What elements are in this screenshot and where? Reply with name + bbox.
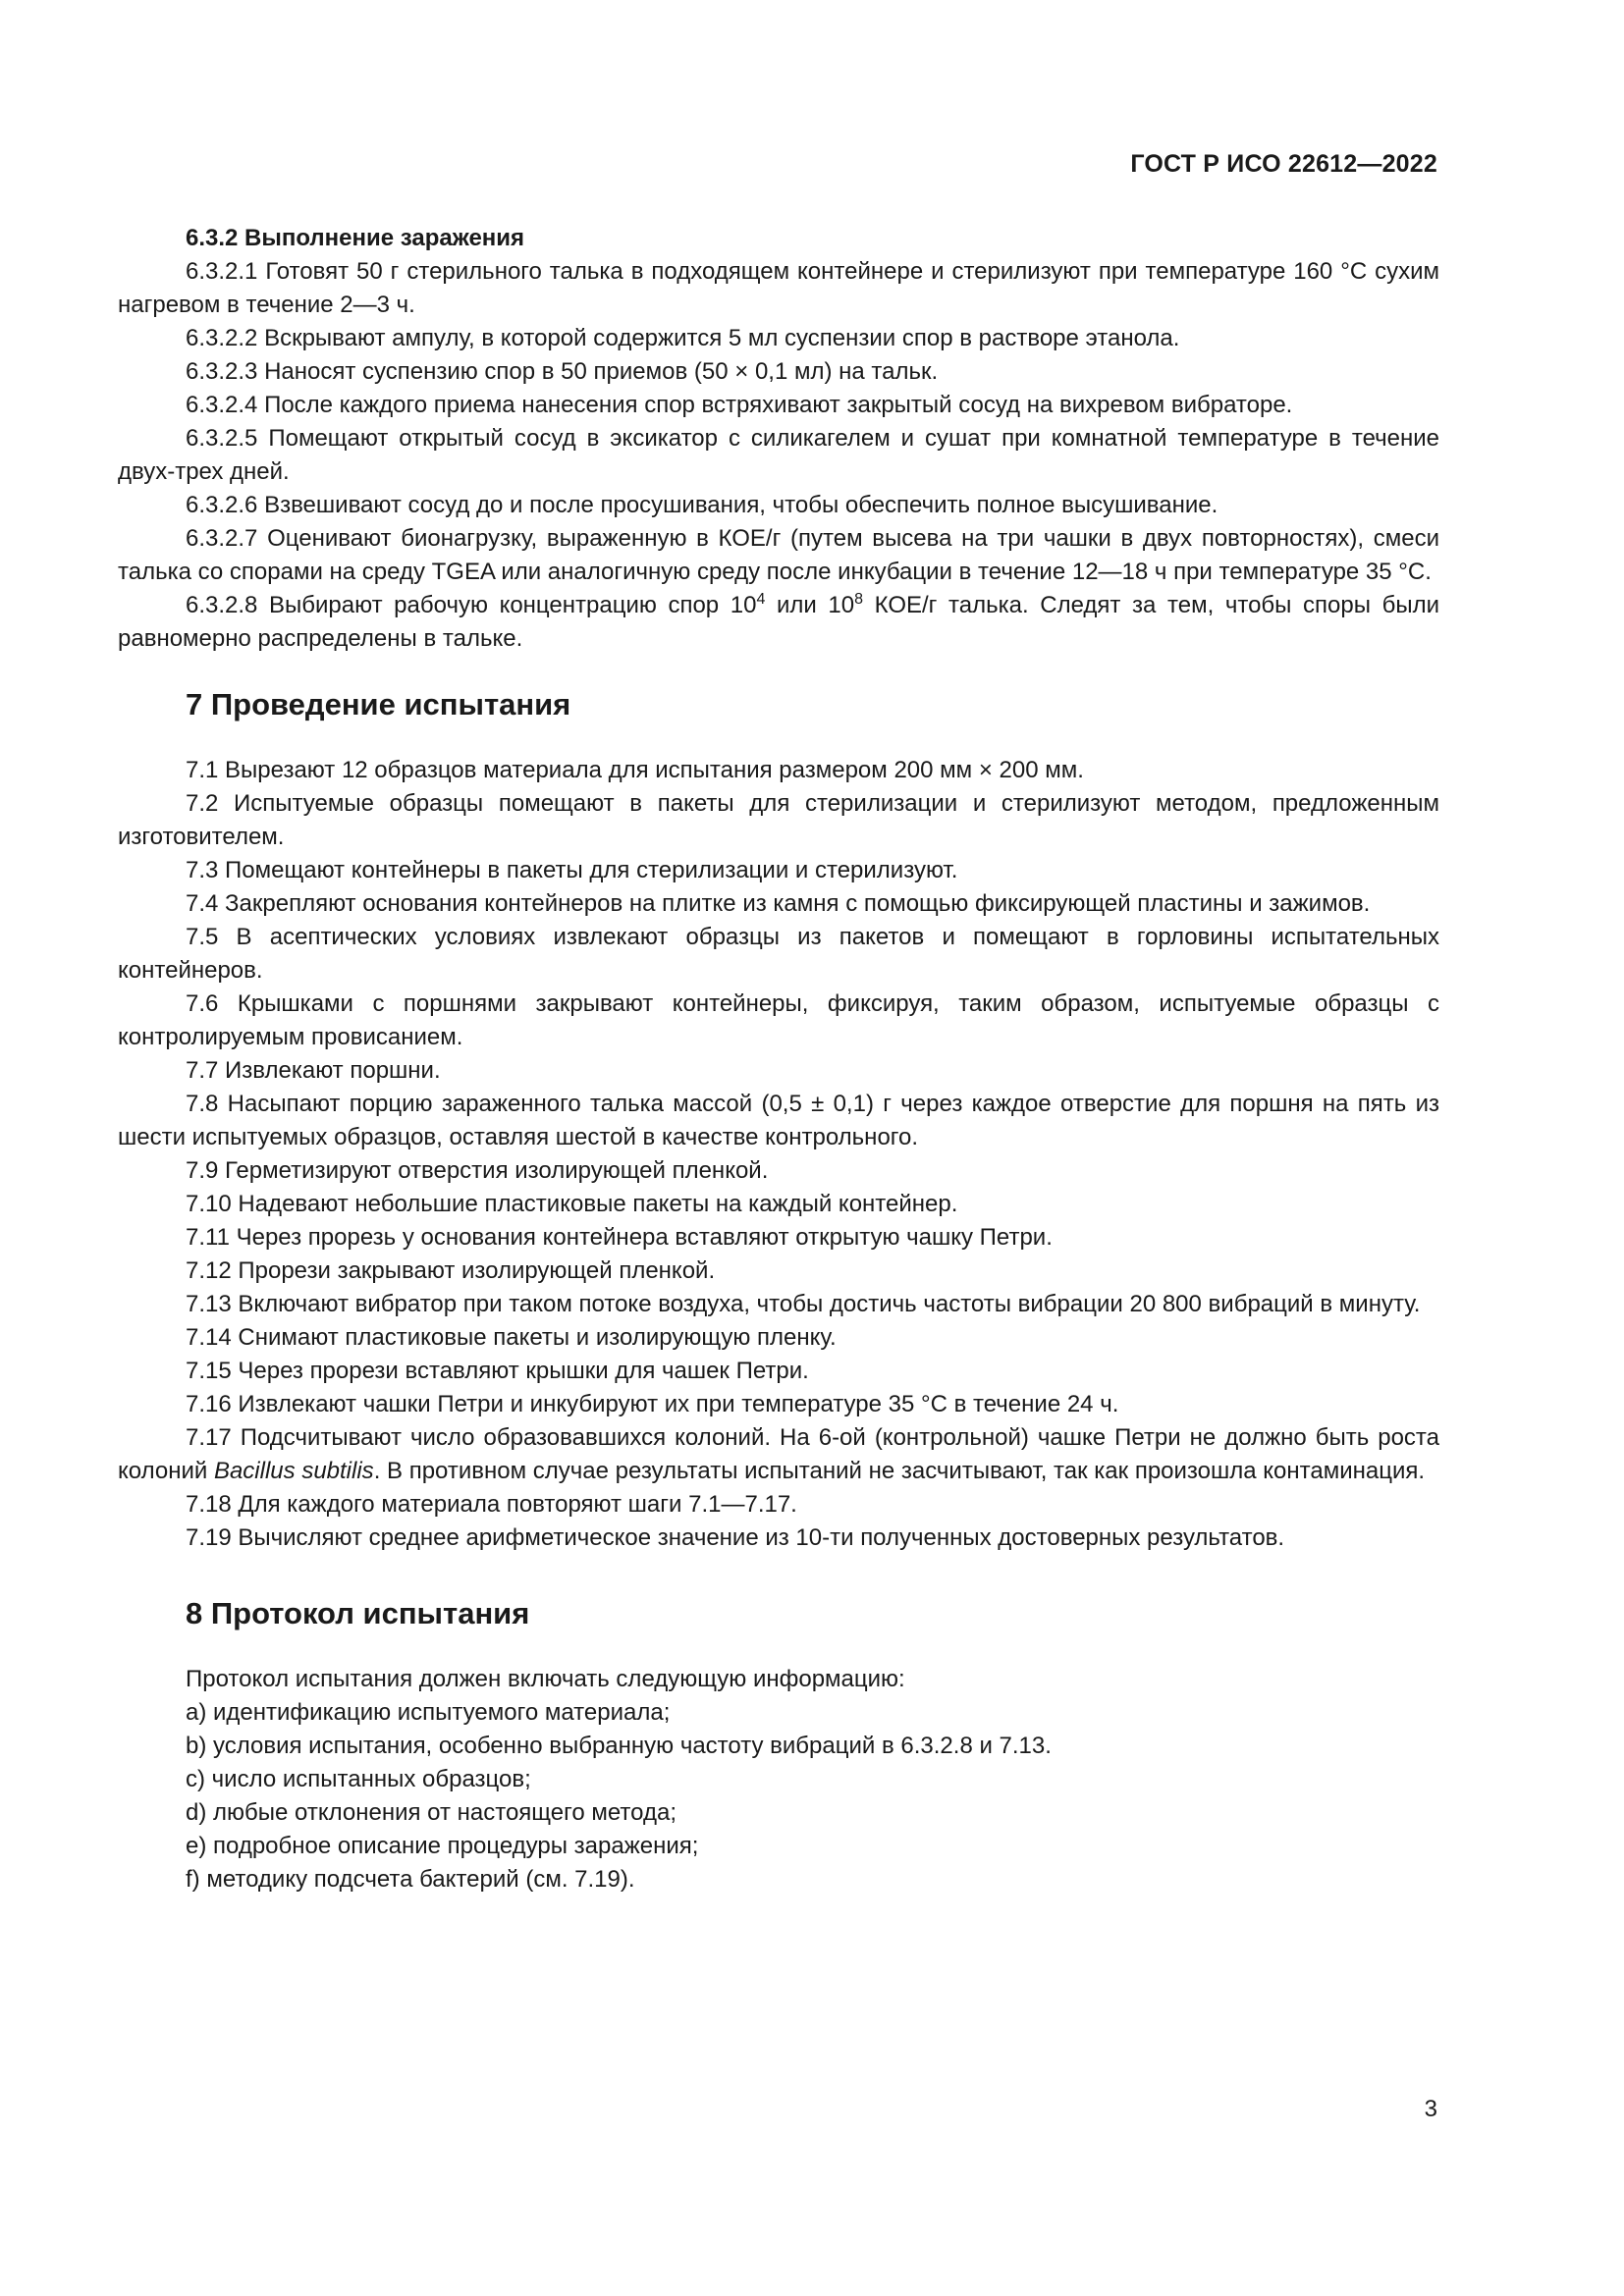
- document-body: [118, 222, 1439, 1896]
- paragraph-7-19: 7.19 Вычисляют среднее арифметическое значение из 10-ти полученных достоверных результатов.: [186, 1524, 1285, 1551]
- exponent: 8: [854, 591, 864, 608]
- list-item: e) подробное описание процедуры заражения;: [186, 1833, 699, 1859]
- paragraph-6-3-2-6: 6.3.2.6 Взвешивают сосуд до и после просушивания, чтобы обеспечить полное высушивание.: [186, 492, 1218, 518]
- protocol-list: [118, 1696, 1439, 1896]
- paragraph-6-3-2-7: 6.3.2.7 Оценивают бионагрузку, выраженную в КОЕ/г (путем высева на три чашки в двух повторностях), смеси талька со спорами на среду TGEA или аналогичную среду после инкубации в течение 12—18 ч при температуре 35 °C.: [118, 525, 1439, 585]
- paragraph-7-6: 7.6 Крышками с поршнями закрывают контейнеры, фиксируя, таким образом, испытуемые образцы с контролируемым провисанием.: [118, 990, 1439, 1050]
- paragraph-6-3-2-2: 6.3.2.2 Вскрывают ампулу, в которой содержится 5 мл суспензии спор в растворе этанола.: [186, 325, 1180, 351]
- text-run: . В противном случае результаты испытаний не засчитывают, так как произошла контаминация.: [373, 1458, 1426, 1484]
- paragraph-7-14: 7.14 Снимают пластиковые пакеты и изолирующую пленку.: [186, 1324, 837, 1351]
- list-item: c) число испытанных образцов;: [186, 1766, 531, 1792]
- paragraph-7-17: [118, 1421, 1439, 1488]
- text-run: 6.3.2.8 Выбирают рабочую концентрацию спор 10: [186, 592, 757, 618]
- list-item: f) методику подсчета бактерий (см. 7.19).: [186, 1866, 635, 1893]
- list-item: d) любые отклонения от настоящего метода;: [186, 1799, 677, 1826]
- text-run: или 10: [765, 592, 855, 618]
- section-8-intro: Протокол испытания должен включать следующую информацию:: [186, 1666, 905, 1692]
- paragraph-7-16: 7.16 Извлекают чашки Петри и инкубируют их при температуре 35 °C в течение 24 ч.: [186, 1391, 1119, 1417]
- paragraph-7-4: 7.4 Закрепляют основания контейнеров на плитке из камня с помощью фиксирующей пластины и зажимов.: [186, 890, 1371, 917]
- text-run: 7.17 Подсчитывают число образовавшихся колоний. На 6-ой (контрольной) чашке Петри не должно быть роста колоний: [118, 1424, 1439, 1484]
- paragraph-7-11: 7.11 Через прорезь у основания контейнера вставляют открытую чашку Петри.: [186, 1224, 1053, 1251]
- list-item: b) условия испытания, особенно выбранную частоту вибраций в 6.3.2.8 и 7.13.: [186, 1733, 1052, 1759]
- paragraph-6-3-2-5: 6.3.2.5 Помещают открытый сосуд в эксикатор с силикагелем и сушат при комнатной температуре в течение двух-трех дней.: [118, 425, 1439, 485]
- page-number: 3: [1424, 2096, 1437, 2122]
- paragraph-7-18: 7.18 Для каждого материала повторяют шаги 7.1—7.17.: [186, 1491, 797, 1518]
- paragraph-6-3-2-3: 6.3.2.3 Наносят суспензию спор в 50 приемов (50 × 0,1 мл) на тальк.: [186, 358, 939, 385]
- list-item: a) идентификацию испытуемого материала;: [186, 1699, 671, 1726]
- section-7-heading: 7 Проведение испытания: [186, 687, 571, 721]
- paragraph-6-3-2-4: 6.3.2.4 После каждого приема нанесения спор встряхивают закрытый сосуд на вихревом вибраторе.: [186, 392, 1293, 418]
- paragraph-7-3: 7.3 Помещают контейнеры в пакеты для стерилизации и стерилизуют.: [186, 857, 958, 883]
- paragraph-7-15: 7.15 Через прорези вставляют крышки для чашек Петри.: [186, 1358, 809, 1384]
- paragraph-7-13: 7.13 Включают вибратор при таком потоке воздуха, чтобы достичь частоты вибрации 20 800 вибраций в минуту.: [186, 1291, 1421, 1317]
- paragraph-6-3-2-8: [118, 589, 1439, 656]
- paragraph-7-10: 7.10 Надевают небольшие пластиковые пакеты на каждый контейнер.: [186, 1191, 958, 1217]
- paragraph-7-8: 7.8 Насыпают порцию зараженного талька массой (0,5 ± 0,1) г через каждое отверстие для поршня на пять из шести испытуемых образцов, оставляя шестой в качестве контрольного.: [118, 1091, 1439, 1150]
- paragraph-7-7: 7.7 Извлекают поршни.: [186, 1057, 441, 1084]
- paragraph-7-2: 7.2 Испытуемые образцы помещают в пакеты для стерилизации и стерилизуют методом, предложенным изготовителем.: [118, 790, 1439, 850]
- paragraph-7-5: 7.5 В асептических условиях извлекают образцы из пакетов и помещают в горловины испытательных контейнеров.: [118, 924, 1439, 984]
- text-run: КОЕ/г талька. Следят за тем, чтобы споры были равномерно распределены в тальке.: [118, 592, 1439, 652]
- paragraph-7-12: 7.12 Прорези закрывают изолирующей пленкой.: [186, 1257, 716, 1284]
- paragraph-7-1: 7.1 Вырезают 12 образцов материала для испытания размером 200 мм × 200 мм.: [186, 757, 1084, 783]
- document-header: ГОСТ Р ИСО 22612—2022: [1130, 150, 1437, 178]
- exponent: 4: [756, 591, 766, 608]
- species-name: Bacillus subtilis: [213, 1458, 374, 1484]
- paragraph-7-9: 7.9 Герметизируют отверстия изолирующей пленкой.: [186, 1157, 769, 1184]
- section-8-heading: 8 Протокол испытания: [186, 1596, 530, 1630]
- paragraph-6-3-2-1: 6.3.2.1 Готовят 50 г стерильного талька в подходящем контейнере и стерилизуют при температуре 160 °C сухим нагревом в течение 2—3 ч.: [118, 258, 1439, 318]
- subsection-heading: 6.3.2 Выполнение заражения: [186, 225, 525, 251]
